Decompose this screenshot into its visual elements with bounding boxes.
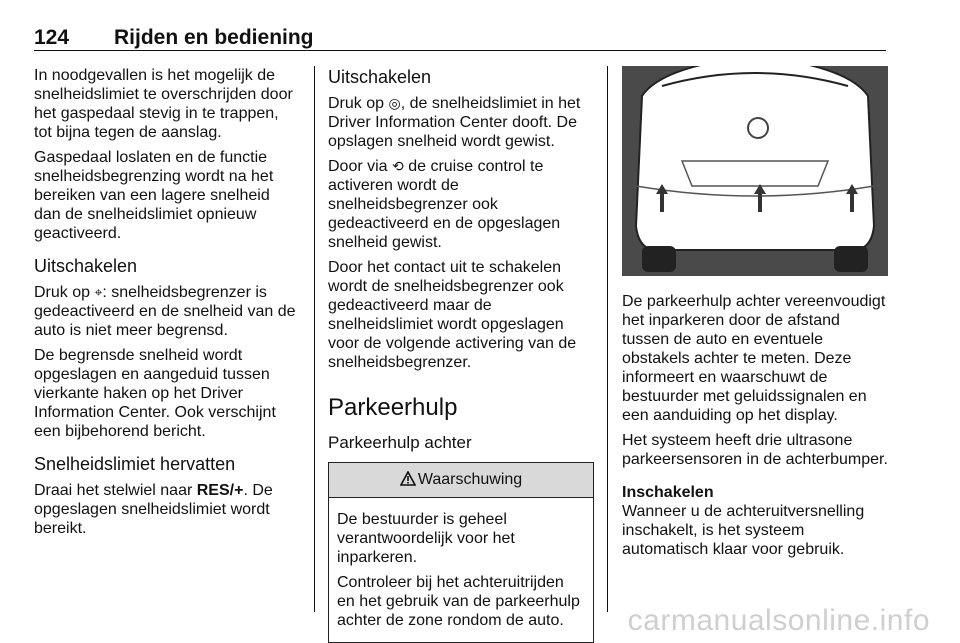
- speed-limiter-icon: ◎: [388, 95, 401, 111]
- paragraph: Controleer bij het achteruitrijden en het gebruik van de parkeerhulp achter de zone rondom de auto.: [337, 574, 580, 629]
- text: Druk op: [34, 284, 95, 301]
- warning-title: Waarschuwing: [417, 471, 523, 488]
- section-title: Rijden en bediening: [114, 26, 314, 49]
- paragraph: Het systeem heeft drie ultrasone parkeersensoren in de achterbumper.: [622, 432, 888, 468]
- paragraph: De begrensde snelheid wordt opgeslagen en aangeduid tussen vierkante haken op het Driver Information Center. Ook verschijnt een bijbehorend bericht.: [34, 347, 276, 440]
- text: , de snelheidslimiet in het Driver Information Center dooft. De opslagen snelheid wordt gewist.: [328, 95, 581, 150]
- cruise-control-icon: ⟲: [392, 158, 404, 174]
- paragraph: [328, 157, 594, 252]
- heading-parkeerhulp-achter: Parkeerhulp achter: [328, 433, 472, 452]
- column-divider: [314, 66, 315, 612]
- text: de cruise control te activeren wordt de snelheidsbegrenzer ook gedeactiveerd en de opgeslagen snelheid gewist.: [328, 158, 561, 251]
- warning-header: [329, 463, 593, 498]
- text: . De opgeslagen snelheidslimiet wordt bereikt.: [34, 482, 273, 537]
- text: Druk op: [328, 95, 389, 112]
- page-header: [34, 22, 886, 51]
- column-2: [328, 66, 594, 643]
- page-number: 124: [34, 26, 70, 49]
- speed-limiter-icon: ⌖: [94, 284, 103, 300]
- heading-uitschakelen: Uitschakelen: [34, 256, 138, 276]
- text: Draai het stelwiel naar: [34, 482, 197, 499]
- paragraph: [34, 481, 300, 538]
- paragraph: Wanneer u de achteruitversnelling inschakelt, is het systeem automatisch klaar voor gebruik.: [622, 503, 865, 558]
- warning-box: [328, 462, 594, 643]
- text: : snelheidsbegrenzer is gedeactiveerd en de snelheid van de auto is niet meer begrensd.: [34, 284, 296, 339]
- heading-parkeerhulp: Parkeerhulp: [328, 394, 458, 421]
- paragraph: [34, 283, 300, 340]
- paragraph: De parkeerhulp achter vereenvoudigt het inparkeren door de afstand tussen de auto en eventuele obstakels achter te meten. Deze informeert en waarschuwt de bestuurder met geluidssignalen en een aanduiding op het display.: [622, 293, 886, 424]
- text: Door via: [328, 158, 393, 175]
- paragraph: Door het contact uit te schakelen wordt de snelheidsbegrenzer ook gedeactiveerd maar de snelheidslimiet wordt opgeslagen voor de volgende activering van de snelheidsbegrenzer.: [328, 259, 577, 371]
- heading-uitschakelen: Uitschakelen: [328, 67, 432, 87]
- watermark: carmanualsonline.info: [627, 604, 930, 637]
- res-plus-label: RES/+: [196, 482, 244, 499]
- paragraph: In noodgevallen is het mogelijk de snelheidslimiet te overschrijden door het gaspedaal stevig in te trappen, tot bijna tegen de aanslag.: [34, 67, 293, 141]
- column-3: [622, 66, 888, 565]
- paragraph: Gaspedaal loslaten en de functie snelheidsbegrenzing wordt na het bereiken van een lagere snelheid dan de snelheidslimiet opnieuw geactiveerd.: [34, 149, 274, 242]
- car-rear-illustration: [622, 66, 888, 276]
- warning-body: [329, 498, 593, 642]
- paragraph: [328, 94, 594, 151]
- column-1: [34, 66, 300, 544]
- car-rear-drawing: [622, 66, 888, 276]
- paragraph: De bestuurder is geheel verantwoordelijk voor het inparkeren.: [337, 511, 515, 566]
- heading-hervatten: Snelheidslimiet hervatten: [34, 454, 236, 474]
- heading-inschakelen: Inschakelen: [622, 484, 714, 501]
- column-divider: [607, 66, 608, 612]
- warning-triangle-icon: [400, 471, 416, 486]
